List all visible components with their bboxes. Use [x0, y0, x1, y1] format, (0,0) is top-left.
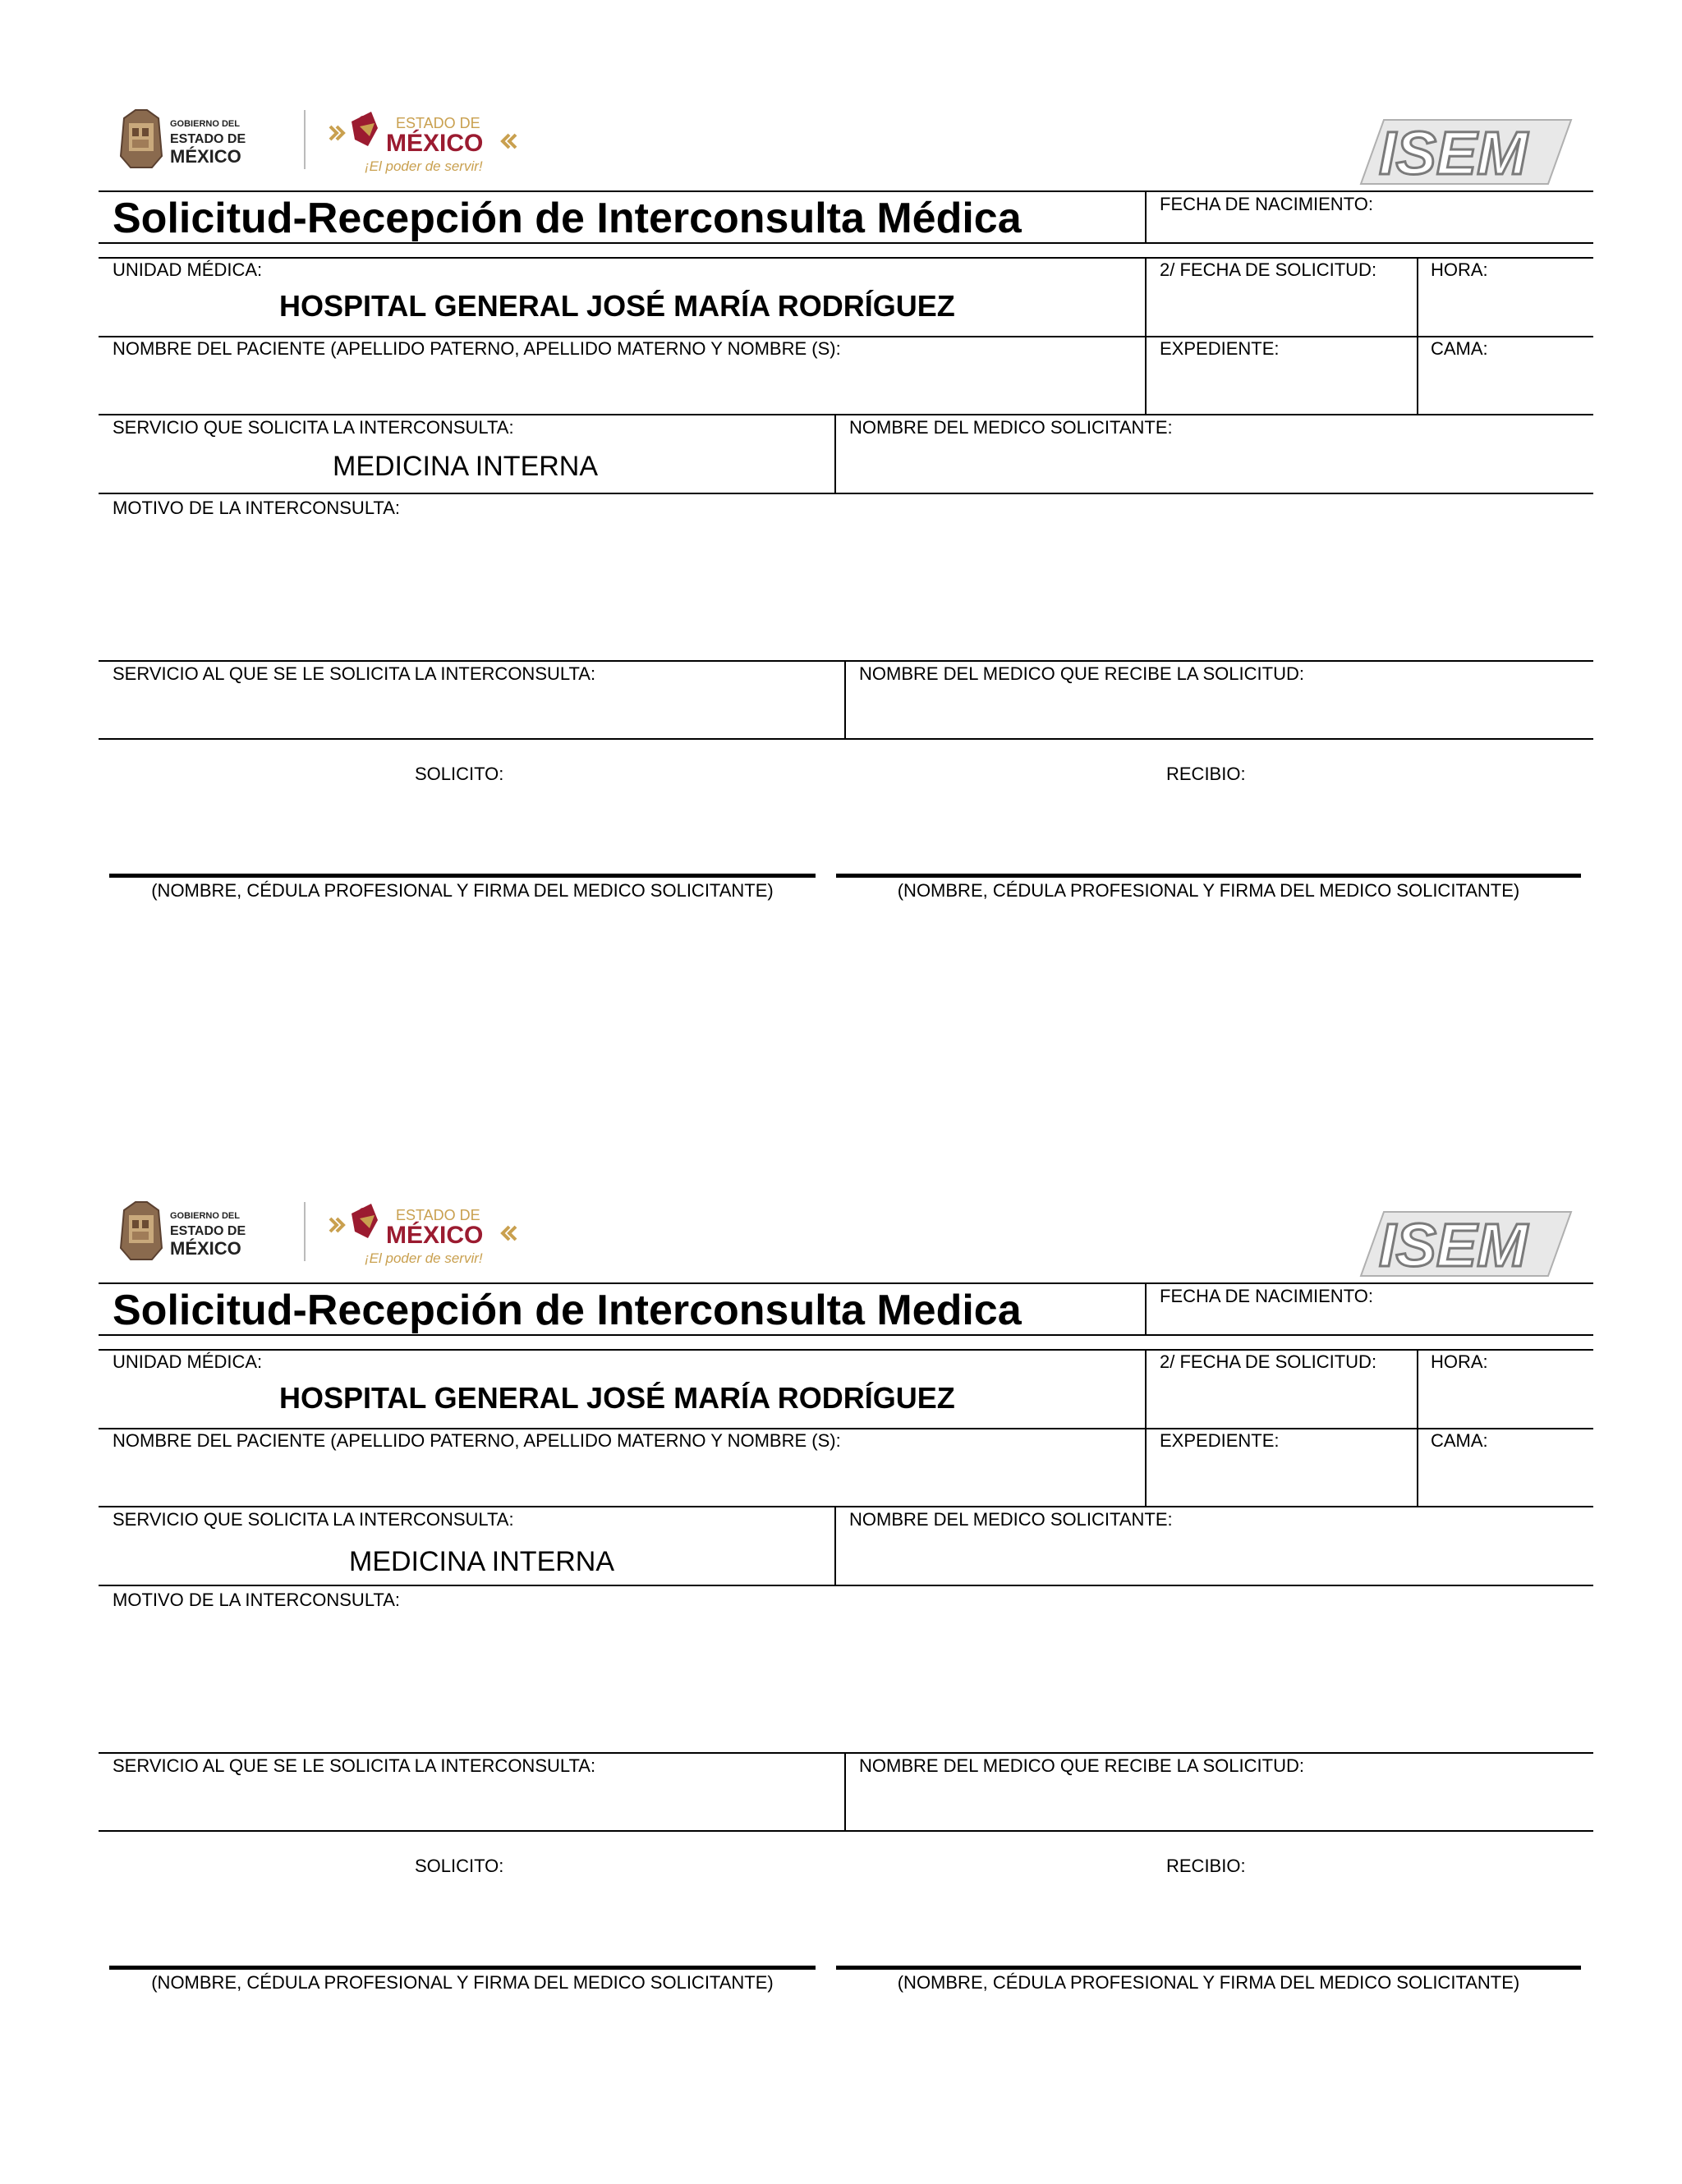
form-title: Solicitud-Recepción de Interconsulta Medica [113, 1287, 1022, 1334]
rule [1417, 257, 1418, 414]
rule [834, 414, 836, 493]
unidad-medica-label: UNIDAD MÉDICA: [113, 259, 263, 280]
rule [99, 660, 1593, 662]
isem-text: ISEM [1379, 1211, 1528, 1279]
rule [99, 1506, 1593, 1507]
rule [1417, 1349, 1418, 1506]
fecha-solicitud-label: 2/ FECHA DE SOLICITUD: [1160, 259, 1377, 280]
signature-line [836, 874, 1581, 878]
servicio-solicita-label: SERVICIO QUE SOLICITA LA INTERCONSULTA: [113, 1509, 514, 1530]
signature-line [109, 874, 816, 878]
motivo-label: MOTIVO DE LA INTERCONSULTA: [113, 498, 401, 518]
estado-line1: ESTADO DE [396, 115, 480, 131]
servicio-solicita-label: SERVICIO QUE SOLICITA LA INTERCONSULTA: [113, 417, 514, 438]
rule [99, 1585, 1593, 1586]
servicio-al-que-label: SERVICIO AL QUE SE LE SOLICITA LA INTERCONSULTA: [113, 663, 596, 684]
cama-label: CAMA: [1431, 1430, 1488, 1451]
servicio-solicita-value: MEDICINA INTERNA [349, 1546, 615, 1577]
medico-recibe-label: NOMBRE DEL MEDICO QUE RECIBE LA SOLICITUD: [859, 1755, 1304, 1776]
rule [99, 1752, 1593, 1754]
gobierno-line1: GOBIERNO DEL [170, 1211, 240, 1221]
fecha-nacimiento-label: FECHA DE NACIMIENTO: [1160, 194, 1373, 214]
fecha-nacimiento-label: FECHA DE NACIMIENTO: [1160, 1286, 1373, 1306]
rule [99, 336, 1593, 337]
isem-text: ISEM [1379, 119, 1528, 187]
estado-mexico-logo [327, 1195, 524, 1271]
rule [99, 190, 1593, 192]
gobierno-line3: MÉXICO [170, 1238, 241, 1259]
rule [99, 414, 1593, 415]
rule [844, 1752, 846, 1830]
firma-recibe-caption: (NOMBRE, CÉDULA PROFESIONAL Y FIRMA DEL MEDICO SOLICITANTE) [897, 880, 1520, 901]
rule [99, 1830, 1593, 1832]
rule [1145, 1282, 1147, 1334]
gobierno-estado-mexico-logo [119, 1199, 308, 1264]
solicito-label: SOLICITO: [415, 1856, 504, 1876]
estado-line1: ESTADO DE [396, 1207, 480, 1223]
servicio-solicita-value: MEDICINA INTERNA [333, 451, 599, 482]
expediente-label: EXPEDIENTE: [1160, 1430, 1280, 1451]
nombre-paciente-label: NOMBRE DEL PACIENTE (APELLIDO PATERNO, APELLIDO MATERNO Y NOMBRE (S): [113, 1430, 841, 1451]
motivo-label: MOTIVO DE LA INTERCONSULTA: [113, 1590, 401, 1610]
rule [834, 1506, 836, 1585]
rule [99, 738, 1593, 740]
nombre-paciente-label: NOMBRE DEL PACIENTE (APELLIDO PATERNO, APELLIDO MATERNO Y NOMBRE (S): [113, 338, 841, 359]
rule [99, 1282, 1593, 1284]
rule [99, 1428, 1593, 1429]
estado-mexico-logo [327, 103, 524, 179]
isem-logo [1359, 1209, 1573, 1279]
medico-solicitante-label: NOMBRE DEL MEDICO SOLICITANTE: [849, 417, 1173, 438]
signature-line [836, 1966, 1581, 1970]
interconsulta-form-2 [0, 1092, 1682, 2184]
unidad-medica-value: HOSPITAL GENERAL JOSÉ MARÍA RODRÍGUEZ [279, 289, 955, 323]
rule [99, 1349, 1593, 1351]
hora-label: HORA: [1431, 259, 1488, 280]
estado-tagline: ¡El poder de servir! [365, 158, 483, 174]
fecha-solicitud-label: 2/ FECHA DE SOLICITUD: [1160, 1351, 1377, 1372]
medico-recibe-label: NOMBRE DEL MEDICO QUE RECIBE LA SOLICITUD: [859, 663, 1304, 684]
unidad-medica-label: UNIDAD MÉDICA: [113, 1351, 263, 1372]
rule [1145, 1349, 1147, 1506]
estado-line2: MÉXICO [386, 130, 484, 157]
hora-label: HORA: [1431, 1351, 1488, 1372]
rule [1145, 257, 1147, 414]
isem-logo [1359, 117, 1573, 187]
cama-label: CAMA: [1431, 338, 1488, 359]
form-title: Solicitud-Recepción de Interconsulta Médica [113, 195, 1022, 242]
gobierno-line2: ESTADO DE [170, 132, 246, 146]
rule [99, 257, 1593, 259]
estado-tagline: ¡El poder de servir! [365, 1250, 483, 1266]
firma-recibe-caption: (NOMBRE, CÉDULA PROFESIONAL Y FIRMA DEL MEDICO SOLICITANTE) [897, 1972, 1520, 1993]
recibio-label: RECIBIO: [1166, 764, 1246, 784]
expediente-label: EXPEDIENTE: [1160, 338, 1280, 359]
logo-divider [304, 110, 306, 169]
firma-solicitante-caption: (NOMBRE, CÉDULA PROFESIONAL Y FIRMA DEL MEDICO SOLICITANTE) [151, 1972, 774, 1993]
logo-divider [304, 1202, 306, 1261]
gobierno-line1: GOBIERNO DEL [170, 119, 240, 129]
gobierno-line3: MÉXICO [170, 146, 241, 167]
gobierno-line2: ESTADO DE [170, 1224, 246, 1238]
gobierno-estado-mexico-logo [119, 107, 308, 172]
firma-solicitante-caption: (NOMBRE, CÉDULA PROFESIONAL Y FIRMA DEL MEDICO SOLICITANTE) [151, 880, 774, 901]
unidad-medica-value: HOSPITAL GENERAL JOSÉ MARÍA RODRÍGUEZ [279, 1381, 955, 1415]
signature-line [109, 1966, 816, 1970]
rule [99, 493, 1593, 494]
medico-solicitante-label: NOMBRE DEL MEDICO SOLICITANTE: [849, 1509, 1173, 1530]
rule [844, 660, 846, 738]
rule [1145, 190, 1147, 242]
servicio-al-que-label: SERVICIO AL QUE SE LE SOLICITA LA INTERCONSULTA: [113, 1755, 596, 1776]
estado-line2: MÉXICO [386, 1222, 484, 1249]
solicito-label: SOLICITO: [415, 764, 504, 784]
recibio-label: RECIBIO: [1166, 1856, 1246, 1876]
